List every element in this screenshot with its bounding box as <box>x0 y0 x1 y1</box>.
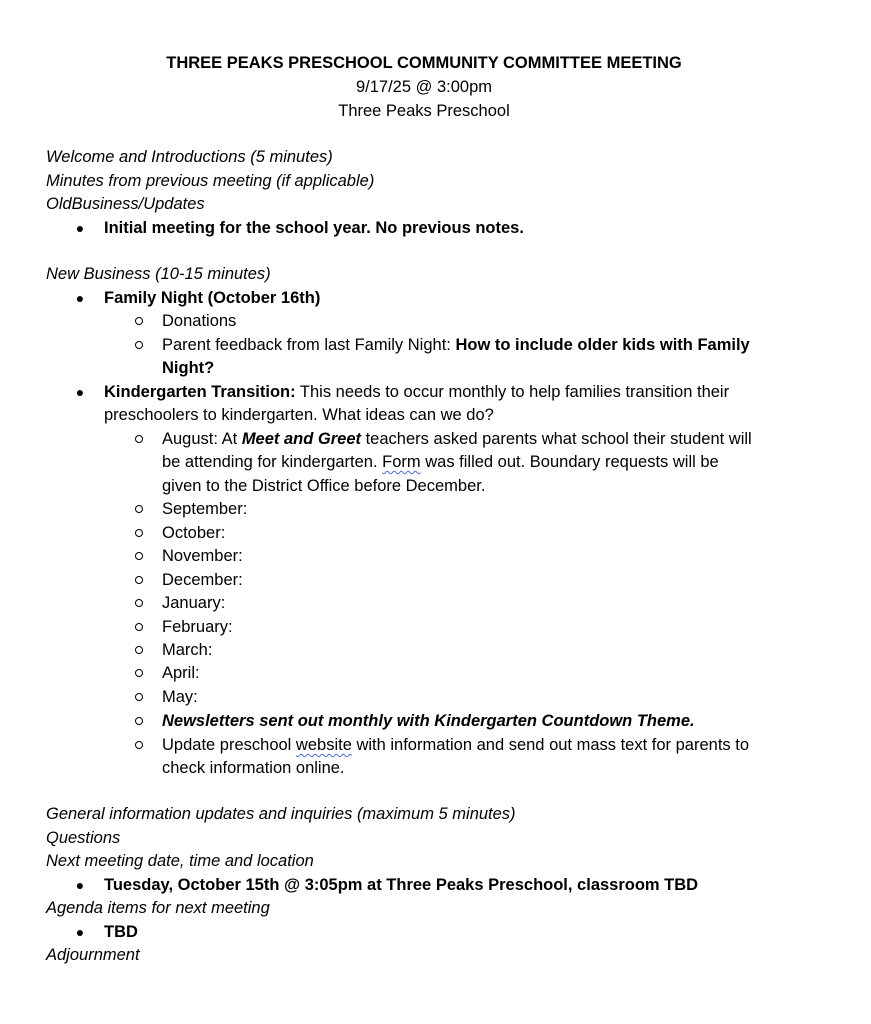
month-item: December: <box>162 571 243 589</box>
circle-bullet-icon <box>134 687 144 707</box>
old-business-item: Initial meeting for the school year. No previous notes. <box>104 219 524 237</box>
section-agenda-items: Agenda items for next meeting <box>46 899 270 917</box>
spellcheck-website: website <box>295 736 352 754</box>
meet-and-greet: Meet and Greet <box>241 430 362 448</box>
circle-bullet-icon <box>134 711 144 731</box>
month-item: April: <box>162 664 200 682</box>
circle-bullet-icon <box>134 570 144 590</box>
kindergarten-transition-desc: This needs to occur monthly to help families transition their <box>295 383 730 401</box>
update-post: with information and send out mass text for parents to <box>351 736 749 754</box>
august-item-line3: given to the District Office before December. <box>162 477 486 495</box>
bullet-icon: ● <box>75 877 85 893</box>
section-general-info: General information updates and inquiries (maximum 5 minutes) <box>46 805 516 823</box>
month-item: January: <box>162 594 226 612</box>
donations-item: Donations <box>162 312 237 330</box>
family-night-item: Family Night (October 16th) <box>104 289 321 307</box>
update-website-item-line2: check information online. <box>162 759 345 777</box>
circle-bullet-icon <box>134 546 144 566</box>
month-item: February: <box>162 618 233 636</box>
parent-feedback-item <box>162 335 750 355</box>
bullet-icon: ● <box>75 384 85 400</box>
kindergarten-transition-item <box>104 382 729 402</box>
month-item: March: <box>162 641 213 659</box>
month-item: November: <box>162 547 243 565</box>
section-old-business: OldBusiness/Updates <box>46 195 205 213</box>
parent-feedback-question: How to include older kids with Family <box>455 336 750 354</box>
section-next-meeting: Next meeting date, time and location <box>46 852 314 870</box>
update-pre: Update preschool <box>162 736 296 754</box>
kindergarten-transition-label: Kindergarten Transition: <box>104 383 296 401</box>
circle-bullet-icon <box>134 311 144 331</box>
section-welcome: Welcome and Introductions (5 minutes) <box>46 148 333 166</box>
month-item: September: <box>162 500 248 518</box>
meeting-datetime: 9/17/25 @ 3:00pm <box>355 78 492 96</box>
circle-bullet-icon <box>134 640 144 660</box>
circle-bullet-icon <box>134 617 144 637</box>
circle-bullet-icon <box>134 593 144 613</box>
august-item <box>162 429 752 449</box>
update-website-item <box>162 735 749 755</box>
august-line2-post: was filled out. Boundary requests will be <box>420 453 719 471</box>
august-item-line2 <box>162 452 719 472</box>
parent-feedback-question-cont: Night? <box>162 359 215 377</box>
month-item: May: <box>162 688 198 706</box>
circle-bullet-icon <box>134 523 144 543</box>
section-adjournment: Adjournment <box>46 946 140 964</box>
circle-bullet-icon <box>134 335 144 355</box>
kindergarten-transition-desc-cont: preschoolers to kindergarten. What ideas can we do? <box>104 406 494 424</box>
section-new-business: New Business (10-15 minutes) <box>46 265 271 283</box>
newsletters-item: Newsletters sent out monthly with Kindergarten Countdown Theme. <box>162 712 695 730</box>
august-rest: teachers asked parents what school their student will <box>361 430 752 448</box>
section-questions: Questions <box>46 829 121 847</box>
bullet-icon: ● <box>75 924 85 940</box>
august-line2-pre: be attending for kindergarten. <box>162 453 383 471</box>
parent-feedback-text: Parent feedback from last Family Night: <box>162 336 456 354</box>
circle-bullet-icon <box>134 429 144 449</box>
circle-bullet-icon <box>134 663 144 683</box>
bullet-icon: ● <box>75 220 85 236</box>
meeting-location: Three Peaks Preschool <box>338 102 510 120</box>
spellcheck-form: Form <box>382 453 421 471</box>
document-title: THREE PEAKS PRESCHOOL COMMUNITY COMMITTEE MEETING <box>166 54 682 72</box>
circle-bullet-icon <box>134 499 144 519</box>
bullet-icon: ● <box>75 290 85 306</box>
circle-bullet-icon <box>134 735 144 755</box>
august-prefix: August: At <box>162 430 242 448</box>
next-meeting-item: Tuesday, October 15th @ 3:05pm at Three Peaks Preschool, classroom TBD <box>104 876 699 894</box>
agenda-item: TBD <box>104 923 138 941</box>
section-minutes: Minutes from previous meeting (if applicable) <box>46 172 375 190</box>
month-item: October: <box>162 524 226 542</box>
